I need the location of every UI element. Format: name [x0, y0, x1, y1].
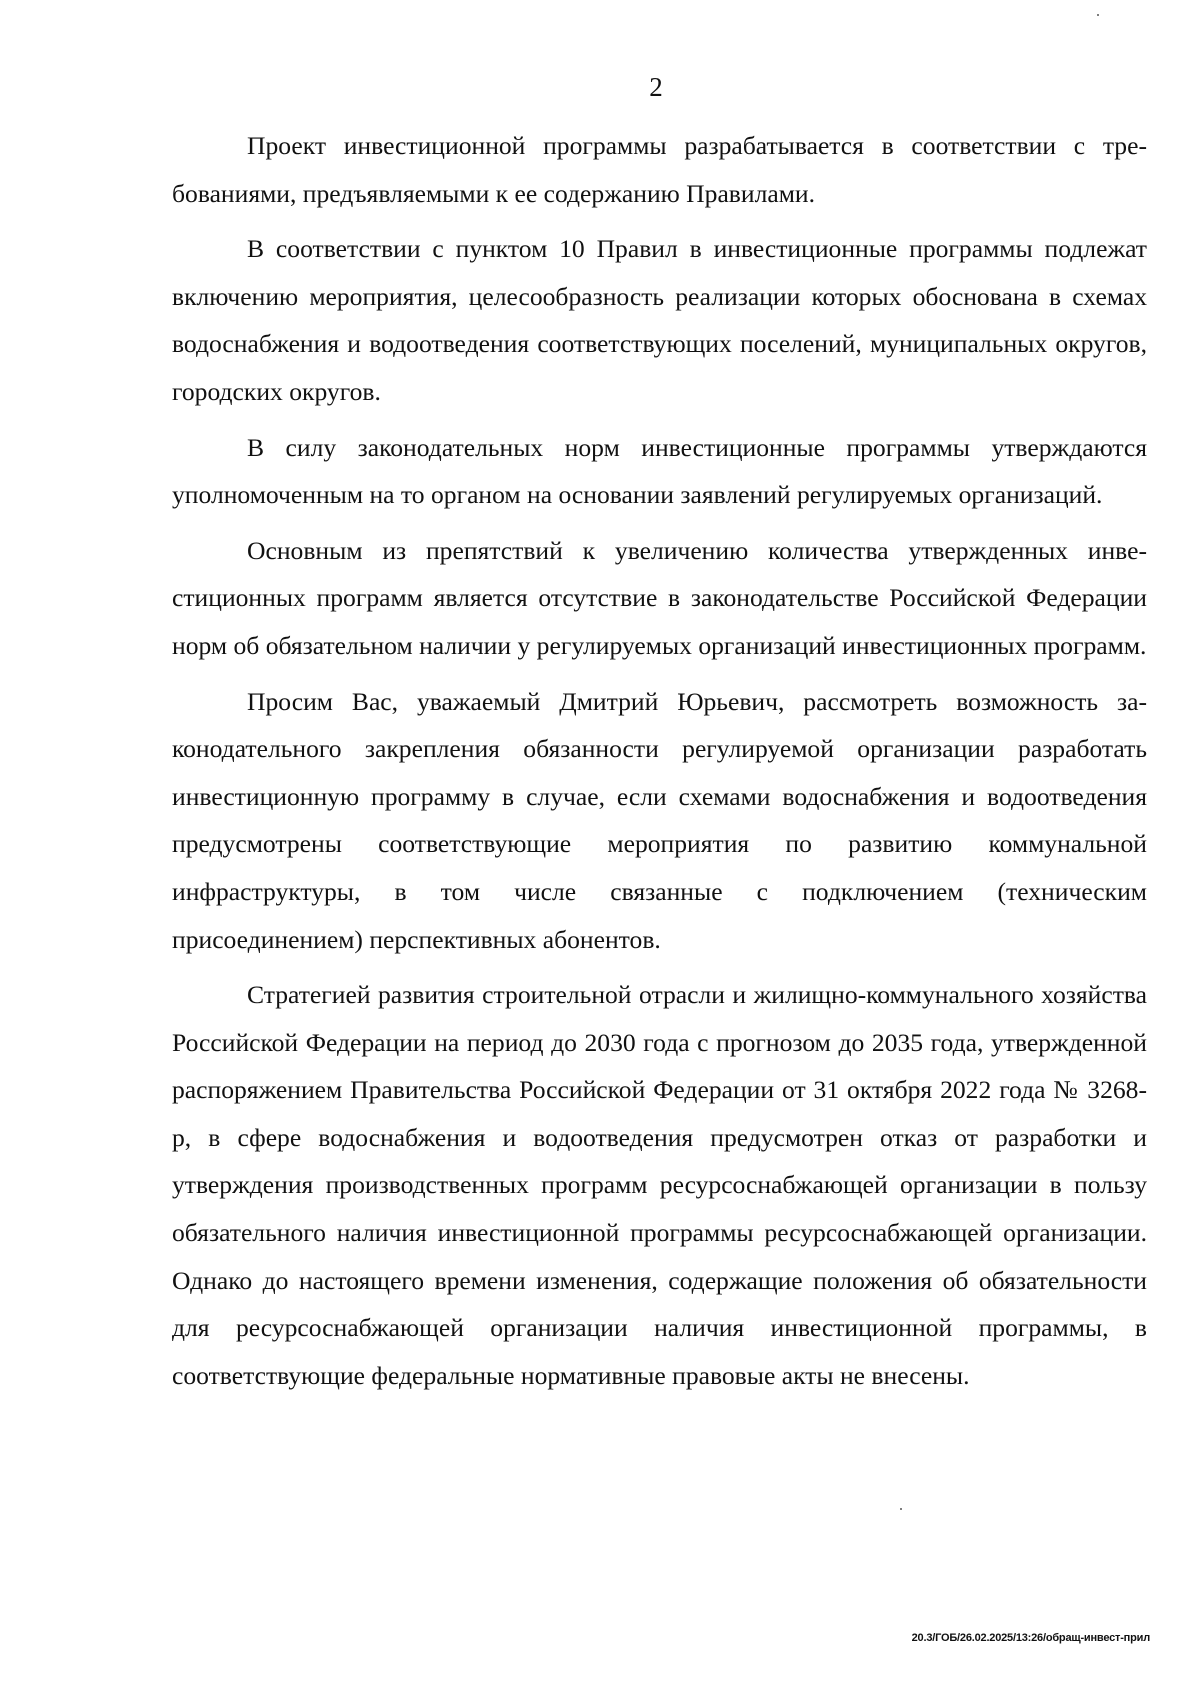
page-number: 2 — [649, 72, 663, 102]
scan-speck — [1097, 14, 1099, 16]
paragraph: Проект инвестиционной программы разрабатывается в соответствии с требованиями, предъявляемыми к ее содержанию Правилами. — [172, 131, 1147, 208]
paragraph: В силу законодательных норм инвестиционные программы утверждаются уполномоченным на то органом на основании заявлений регулируемых организаций. — [172, 432, 1147, 510]
paragraph: В соответствии с пунктом 10 Правил в инвестиционные программы подлежат включению мероприятия, целесообразность реализации которых обоснована в схемах водоснабжения и водоотведения соответствующих поселений, муниципальных округов, городских округов. — [172, 234, 1147, 406]
paragraph: Просим Вас, уважаемый Дмитрий Юрьевич, рассмотреть возможность законодательного закрепления обязанности регулируемой организации разработать инвестиционную программу в случае, если схемами водоснабжения и водоотведения предусмотрены соответствующие мероприятия по развитию коммунальной инфраструктуры, в том числе связанные с подключением (техническим присоединением) перспективных абонентов. — [172, 686, 1147, 954]
document-registry-code: 20.3/ГОБ/26.02.2025/13:26/обращ-инвест-прил — [911, 1632, 1150, 1644]
scan-speck — [900, 1508, 902, 1510]
paragraph: Стратегией развития строительной отрасли и жилищно-коммунального хозяйства Российской Федерации на период до 2030 года с прогнозом до 2035 года, утвержденной распоряжением Правительства Российской Федерации от 31 октября 2022 года № 3268-р, в сфере водоснабжения и водоотведения предусмотрен отказ от разработки и утверждения производственных программ ресурсоснабжающей организации в пользу обязательного наличия инвестиционной программы ресурсоснабжающей организации. Однако до настоящего времени изменения, содержащие положения об обязательности для ресурсоснабжающей организации наличия инвестиционной программы, в соответствующие федеральные нормативные правовые акты не внесены. — [172, 980, 1147, 1390]
letter-body — [172, 122, 1147, 1407]
paragraph: Основным из препятствий к увеличению количества утвержденных инвестиционных программ является отсутствие в законодательстве Российской Федерации норм об обязательном наличии у регулируемых организаций инвестиционных программ. — [172, 535, 1147, 660]
